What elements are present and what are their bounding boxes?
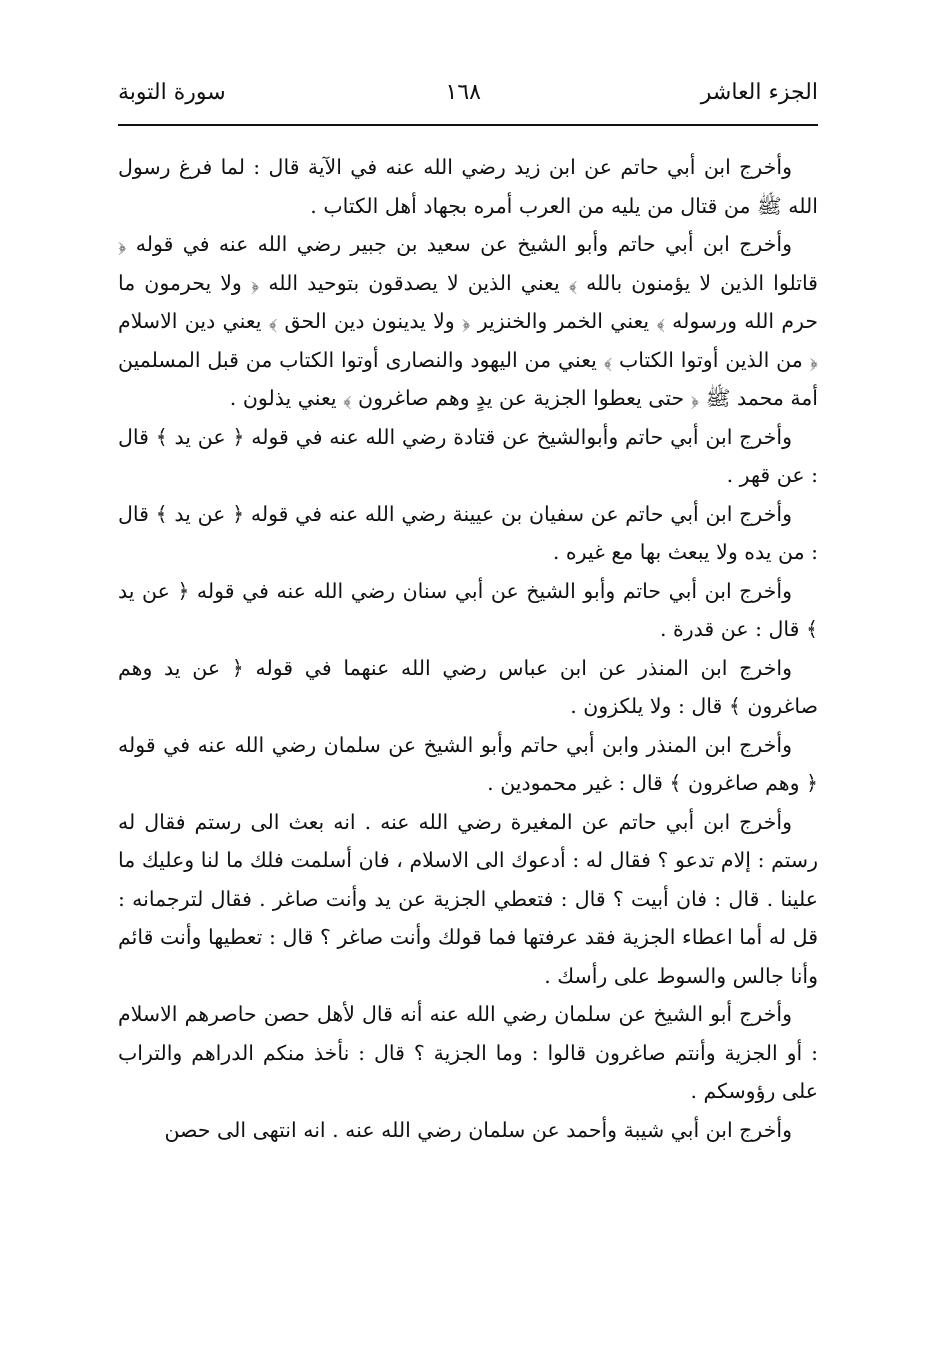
paragraph: وأخرج ابن المنذر وابن أبي حاتم وأبو الشيخ عن سلمان رضي الله عنه في قوله ﴿ وهم صاغرون ﴾ قال : غير محمودين . bbox=[118, 732, 818, 795]
page-header bbox=[118, 72, 818, 112]
paragraph: وأخرج ابن أبي شيبة وأحمد عن سلمان رضي الله عنه . انه انتهى الى حصن bbox=[164, 1117, 792, 1142]
paragraph: وأخرج ابن أبي حاتم عن سفيان بن عيينة رضي الله عنه في قوله ﴿ عن يد ﴾ قال : من يده ولا يبعث بها مع غيره . bbox=[118, 501, 818, 564]
part-title: الجزء العاشر bbox=[700, 79, 818, 105]
page-body bbox=[118, 148, 818, 1149]
paragraph: واخرج ابن المنذر عن ابن عباس رضي الله عنهما في قوله ﴿ عن يد وهم صاغرون ﴾ قال : ولا يلكزون . bbox=[118, 655, 818, 718]
paragraph: وأخرج ابن أبي حاتم عن المغيرة رضي الله عنه . انه بعث الى رستم فقال له رستم : إلام تدعو ؟ فقال له : أدعوك الى الاسلام ، فان أسلمت فلك ما لنا وعليك ما علينا . قال : فان أبيت ؟ قال : فتعطي الجزية عن يد وأنت صاغر . فقال لترجمانه : قل له أما اعطاء الجزية فقد عرفتها فما قولك وأنت صاغر ؟ قال : تعطيها وأنت قائم وأنا جالس والسوط على رأسك . bbox=[118, 809, 818, 988]
surah-title: سورة التوبة bbox=[118, 79, 226, 105]
header-rule bbox=[118, 124, 818, 126]
paragraph: وأخرج ابن أبي حاتم وأبوالشيخ عن قتادة رضي الله عنه في قوله ﴿ عن يد ﴾ قال : عن قهر . bbox=[118, 424, 818, 487]
paragraph: وأخرج ابن أبي حاتم وأبو الشيخ عن سعيد بن جبير رضي الله عنه في قوله ﴿ قاتلوا الذين لا يؤمنون بالله ﴾ يعني الذين لا يصدقون بتوحيد الله ﴿ ولا يحرمون ما حرم الله ورسوله ﴾ يعني الخمر والخنزير ﴿ ولا يدينون دين الحق ﴾ يعني دين الاسلام ﴿ من الذين أوتوا الكتاب ﴾ يعني من اليهود والنصارى أوتوا الكتاب من قبل المسلمين أمة محمد ﷺ ﴿ حتى يعطوا الجزية عن يدٍ وهم صاغرون ﴾ يعني يذلون . bbox=[118, 232, 818, 410]
page-number: ١٦٨ bbox=[445, 79, 481, 105]
paragraph: وأخرج أبو الشيخ عن سلمان رضي الله عنه أنه قال لأهل حصن حاصرهم الاسلام : أو الجزية وأنتم صاغرون قالوا : وما الجزية ؟ قال : نأخذ منكم الدراهم والتراب على رؤوسكم . bbox=[118, 1002, 818, 1103]
paragraph: وأخرج ابن أبي حاتم عن ابن زيد رضي الله عنه في الآية قال : لما فرغ رسول الله ﷺ من قتال من يليه من العرب أمره بجهاد أهل الكتاب . bbox=[118, 155, 818, 218]
paragraph: وأخرج ابن أبي حاتم وأبو الشيخ عن أبي سنان رضي الله عنه في قوله ﴿ عن يد ﴾ قال : عن قدرة . bbox=[118, 578, 818, 641]
